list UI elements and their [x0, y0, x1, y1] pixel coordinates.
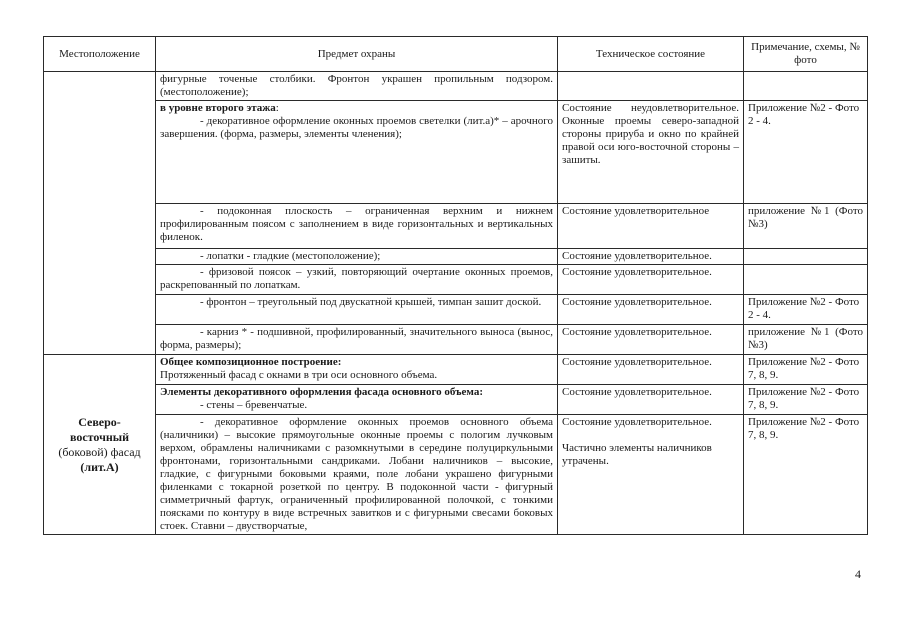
table-row [44, 72, 868, 101]
subject-cell [156, 385, 558, 415]
subject-cell: - фризовой поясок – узкий, повторяющий очертание оконных проемов, раскрепованный по лопаткам. [156, 265, 558, 295]
state-cell: Состояние удовлетворительное. [558, 325, 744, 355]
table-row [44, 415, 868, 535]
location-line: восточный [69, 429, 130, 444]
note-cell: Приложение №2 - Фото 7, 8, 9. [744, 415, 868, 535]
table-row [44, 325, 868, 355]
subject-title-colon: : [275, 102, 279, 114]
subject-cell: - лопатки - гладкие (местоположение); [156, 249, 558, 265]
subject-cell: фигурные точеные столбики. Фронтон украшен пропильным подзором.(местоположение); [156, 72, 558, 101]
table-row [44, 204, 868, 249]
note-cell: Приложение №2 - Фото 2 - 4. [744, 295, 868, 325]
table-row [44, 249, 868, 265]
table-row [44, 265, 868, 295]
header-location: Местоположение [44, 37, 156, 72]
note-cell: приложение №1 (Фото №3) [744, 204, 868, 249]
state-cell: Состояние удовлетворительное [558, 204, 744, 249]
table-row [44, 101, 868, 204]
note-cell: Приложение №2 - Фото 7, 8, 9. [744, 355, 868, 385]
table-row [44, 385, 868, 415]
note-cell [744, 72, 868, 101]
note-cell: приложение №1 (Фото №3) [744, 325, 868, 355]
table-header-row [44, 37, 868, 72]
state-text: Состояние удовлетворительное. [562, 416, 712, 428]
subject-cell: - карниз * - подшивной, профилированный, значительного выноса (вынос, форма, размеры); [156, 325, 558, 355]
page-number: 4 [855, 567, 861, 581]
state-cell: Состояние удовлетворительное. [558, 295, 744, 325]
state-cell [558, 72, 744, 101]
location-cell-empty [44, 72, 156, 355]
location-line: (лит.А) [80, 459, 119, 474]
location-line: Северо- [78, 414, 121, 429]
state-cell: Состояние неудовлетворительное. Оконные проемы северо-западной стороны прируба и окно по крайней правой оси юго-восточной стороны – зашиты. [558, 101, 744, 204]
subject-cell: - подоконная плоскость – ограниченная верхним и нижнем профилированным поясом с заполнением в виде горизонтальных и вертикальных филенок. [156, 204, 558, 249]
subject-title: Элементы декоративного оформления фасада основного объема: [160, 386, 484, 398]
state-cell: Состояние удовлетворительное. [558, 265, 744, 295]
table-row [44, 355, 868, 385]
state-cell [558, 415, 744, 535]
note-cell: Приложение №2 - Фото 2 - 4. [744, 101, 868, 204]
location-cell [44, 355, 156, 535]
protection-table [43, 36, 868, 535]
note-cell [744, 265, 868, 295]
subject-title: Общее композиционное построение: [160, 356, 342, 368]
subject-text: - декоративное оформление оконных проемов светелки (лит.а)* – арочного завершения. (форма, размеры, элементы членения); [160, 115, 553, 140]
subject-text: Протяженный фасад с окнами в три оси основного объема. [160, 369, 438, 381]
location-line: (боковой) фасад [58, 444, 141, 459]
state-cell: Состояние удовлетворительное. [558, 385, 744, 415]
subject-cell [156, 101, 558, 204]
subject-cell [156, 355, 558, 385]
table-row [44, 295, 868, 325]
subject-cell: - фронтон – треугольный под двускатной крышей, тимпан зашит доской. [156, 295, 558, 325]
note-cell [744, 249, 868, 265]
subject-cell: - декоративное оформление оконных проемов основного объема (наличники) – высокие прямоугольные оконные проемы с пологим лучковым верхом, обрамлены наличниками с разомкнутыми в середине полуциркульными фронтонами, горизонтальными сандриками. Лобани наличников – высокие, гладкие, с фигурными боковыми краями, поле лобани украшено фигурными филенками с токарной розеткой по центру. В подоконной части - фигурный симметричный фартук, ограниченный профилированной полочкой, с тонкими поясками по контуру в виде встречных завитков и с фигурными свесами боковых стоек. Ставни – двустворчатые, [156, 415, 558, 535]
subject-title: в уровне второго этажа [160, 102, 276, 114]
state-cell: Состояние удовлетворительное. [558, 249, 744, 265]
note-cell: Приложение №2 - Фото 7, 8, 9. [744, 385, 868, 415]
header-subject: Предмет охраны [156, 37, 558, 72]
state-text-2: Частично элементы наличников утрачены. [562, 442, 712, 467]
header-note: Примечание, схемы, № фото [744, 37, 868, 72]
header-state: Техническое состояние [558, 37, 744, 72]
state-cell: Состояние удовлетворительное. [558, 355, 744, 385]
subject-text: - стены – бревенчатые. [200, 399, 308, 411]
